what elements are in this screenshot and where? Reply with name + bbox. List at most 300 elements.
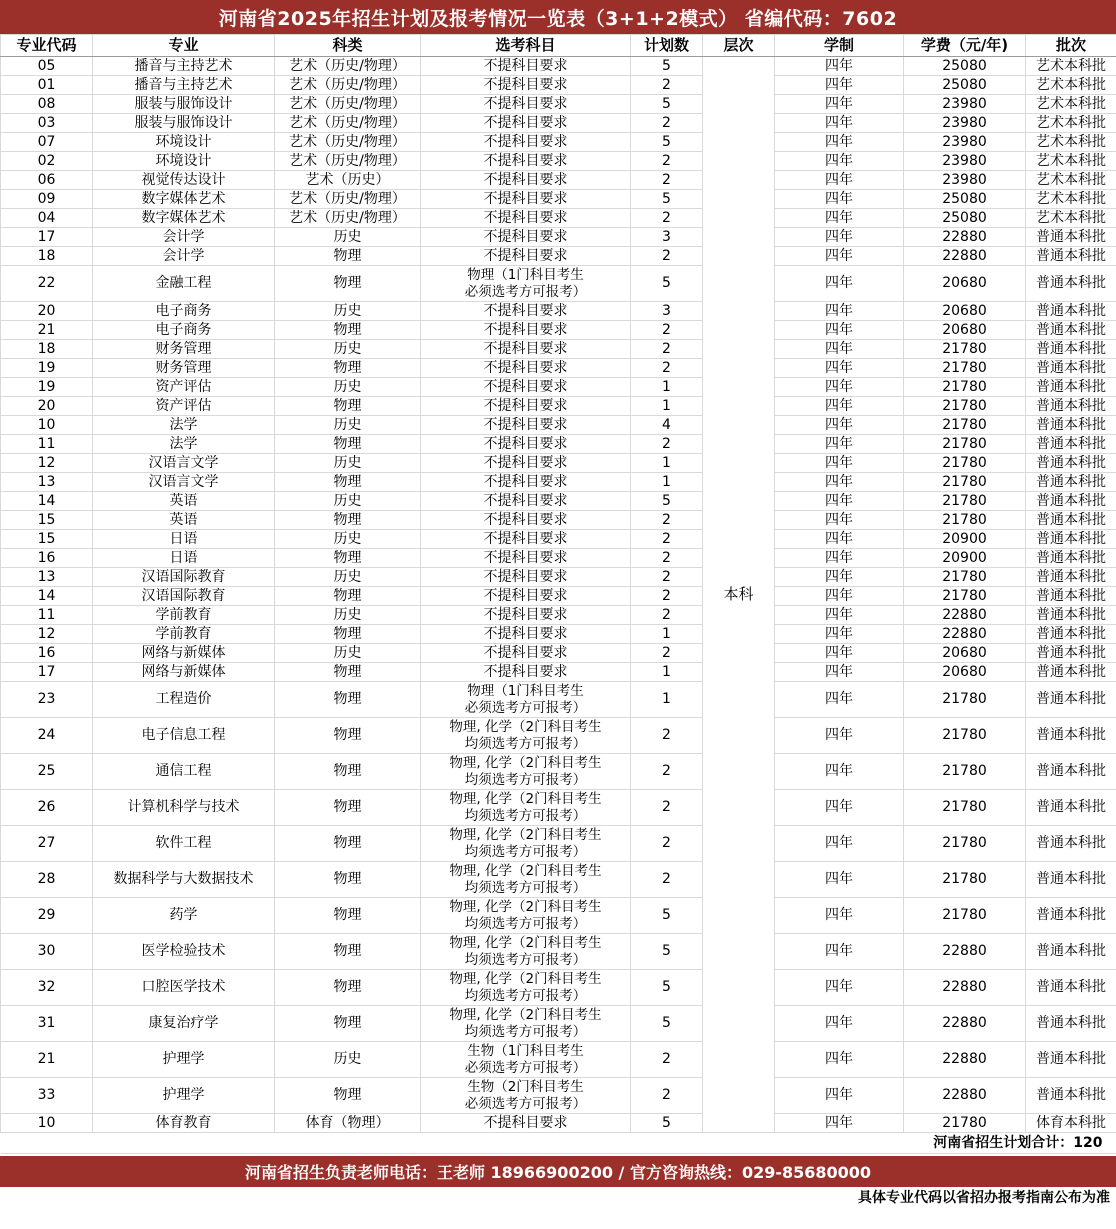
batch-cell: 普通本科批 <box>1026 790 1116 826</box>
major-name-cell: 汉语国际教育 <box>93 568 275 587</box>
batch-cell: 普通本科批 <box>1026 454 1116 473</box>
category-cell: 历史 <box>275 454 421 473</box>
tuition-cell: 20900 <box>904 530 1026 549</box>
duration-cell: 四年 <box>775 530 904 549</box>
batch-cell: 普通本科批 <box>1026 228 1116 247</box>
tuition-cell: 21780 <box>904 826 1026 862</box>
category-cell: 物理 <box>275 587 421 606</box>
major-name-cell: 口腔医学技术 <box>93 970 275 1006</box>
tuition-cell: 21780 <box>904 790 1026 826</box>
category-cell: 物理 <box>275 1078 421 1114</box>
category-cell: 物理 <box>275 397 421 416</box>
duration-cell: 四年 <box>775 790 904 826</box>
plan-count-cell: 2 <box>631 1042 703 1078</box>
batch-cell: 普通本科批 <box>1026 511 1116 530</box>
major-name-cell: 金融工程 <box>93 266 275 302</box>
batch-cell: 普通本科批 <box>1026 266 1116 302</box>
category-cell: 历史 <box>275 492 421 511</box>
total-row <box>1 1133 1116 1154</box>
major-code-cell: 17 <box>1 663 93 682</box>
tuition-cell: 22880 <box>904 228 1026 247</box>
footnote: 具体专业代码以省招办报考指南公布为准 <box>858 1190 1110 1206</box>
batch-cell: 体育本科批 <box>1026 1114 1116 1133</box>
tuition-cell: 22880 <box>904 606 1026 625</box>
batch-cell: 普通本科批 <box>1026 934 1116 970</box>
category-cell: 艺术（历史/物理） <box>275 190 421 209</box>
plan-count-cell: 2 <box>631 754 703 790</box>
major-code-cell: 19 <box>1 378 93 397</box>
required-subjects-cell: 不提科目要求 <box>421 568 631 587</box>
batch-cell: 普通本科批 <box>1026 663 1116 682</box>
header-batch: 批次 <box>1026 35 1116 57</box>
category-cell: 历史 <box>275 378 421 397</box>
plan-count-cell: 2 <box>631 340 703 359</box>
tuition-cell: 23980 <box>904 152 1026 171</box>
plan-count-cell: 5 <box>631 1114 703 1133</box>
major-code-cell: 18 <box>1 247 93 266</box>
batch-cell: 普通本科批 <box>1026 898 1116 934</box>
major-code-cell: 11 <box>1 606 93 625</box>
duration-cell: 四年 <box>775 492 904 511</box>
major-name-cell: 康复治疗学 <box>93 1006 275 1042</box>
major-code-cell: 20 <box>1 397 93 416</box>
tuition-cell: 20680 <box>904 644 1026 663</box>
category-cell: 艺术（历史/物理） <box>275 57 421 76</box>
required-subjects-cell: 不提科目要求 <box>421 644 631 663</box>
major-name-cell: 护理学 <box>93 1042 275 1078</box>
table-row <box>1 606 1116 625</box>
plan-count-cell: 2 <box>631 644 703 663</box>
required-subjects-cell: 物理, 化学（2门科目考生 均须选考方可报考） <box>421 718 631 754</box>
table-row <box>1 826 1116 862</box>
category-cell: 艺术（历史/物理） <box>275 209 421 228</box>
major-code-cell: 32 <box>1 970 93 1006</box>
category-cell: 历史 <box>275 606 421 625</box>
duration-cell: 四年 <box>775 625 904 644</box>
table-row <box>1 171 1116 190</box>
major-name-cell: 学前教育 <box>93 606 275 625</box>
batch-cell: 艺术本科批 <box>1026 171 1116 190</box>
duration-cell: 四年 <box>775 568 904 587</box>
duration-cell: 四年 <box>775 473 904 492</box>
duration-cell: 四年 <box>775 454 904 473</box>
batch-cell: 艺术本科批 <box>1026 152 1116 171</box>
major-name-cell: 医学检验技术 <box>93 934 275 970</box>
major-name-cell: 汉语国际教育 <box>93 587 275 606</box>
plan-count-cell: 5 <box>631 492 703 511</box>
required-subjects-cell: 生物（1门科目考生 必须选考方可报考） <box>421 1042 631 1078</box>
batch-cell: 普通本科批 <box>1026 321 1116 340</box>
plan-count-cell: 1 <box>631 625 703 644</box>
required-subjects-cell: 不提科目要求 <box>421 302 631 321</box>
table-row <box>1 530 1116 549</box>
batch-cell: 艺术本科批 <box>1026 114 1116 133</box>
major-code-cell: 28 <box>1 862 93 898</box>
duration-cell: 四年 <box>775 57 904 76</box>
major-code-cell: 10 <box>1 416 93 435</box>
major-name-cell: 英语 <box>93 511 275 530</box>
required-subjects-cell: 不提科目要求 <box>421 416 631 435</box>
duration-cell: 四年 <box>775 1114 904 1133</box>
tuition-cell: 21780 <box>904 416 1026 435</box>
category-cell: 物理 <box>275 826 421 862</box>
major-code-cell: 07 <box>1 133 93 152</box>
major-code-cell: 30 <box>1 934 93 970</box>
category-cell: 物理 <box>275 718 421 754</box>
tuition-cell: 23980 <box>904 114 1026 133</box>
major-code-cell: 03 <box>1 114 93 133</box>
required-subjects-cell: 不提科目要求 <box>421 511 631 530</box>
header-category: 科类 <box>275 35 421 57</box>
plan-count-cell: 2 <box>631 606 703 625</box>
category-cell: 艺术（历史/物理） <box>275 95 421 114</box>
major-name-cell: 网络与新媒体 <box>93 663 275 682</box>
required-subjects-cell: 不提科目要求 <box>421 228 631 247</box>
duration-cell: 四年 <box>775 359 904 378</box>
major-name-cell: 服装与服饰设计 <box>93 114 275 133</box>
table-row <box>1 625 1116 644</box>
major-code-cell: 16 <box>1 644 93 663</box>
required-subjects-cell: 物理, 化学（2门科目考生 均须选考方可报考） <box>421 898 631 934</box>
tuition-cell: 21780 <box>904 473 1026 492</box>
category-cell: 物理 <box>275 247 421 266</box>
plan-count-cell: 2 <box>631 1078 703 1114</box>
category-cell: 物理 <box>275 359 421 378</box>
major-name-cell: 体育教育 <box>93 1114 275 1133</box>
tuition-cell: 22880 <box>904 970 1026 1006</box>
tuition-cell: 21780 <box>904 587 1026 606</box>
tuition-cell: 25080 <box>904 209 1026 228</box>
table-row <box>1 898 1116 934</box>
required-subjects-cell: 不提科目要求 <box>421 625 631 644</box>
required-subjects-cell: 不提科目要求 <box>421 663 631 682</box>
major-name-cell: 电子商务 <box>93 302 275 321</box>
duration-cell: 四年 <box>775 549 904 568</box>
duration-cell: 四年 <box>775 511 904 530</box>
batch-cell: 普通本科批 <box>1026 302 1116 321</box>
tuition-cell: 25080 <box>904 190 1026 209</box>
major-code-cell: 15 <box>1 511 93 530</box>
required-subjects-cell: 物理, 化学（2门科目考生 均须选考方可报考） <box>421 862 631 898</box>
tuition-cell: 22880 <box>904 1042 1026 1078</box>
duration-cell: 四年 <box>775 587 904 606</box>
table-row <box>1 435 1116 454</box>
category-cell: 历史 <box>275 340 421 359</box>
batch-cell: 普通本科批 <box>1026 359 1116 378</box>
plan-count-cell: 1 <box>631 454 703 473</box>
major-code-cell: 21 <box>1 321 93 340</box>
duration-cell: 四年 <box>775 302 904 321</box>
header-level: 层次 <box>703 35 775 57</box>
major-name-cell: 护理学 <box>93 1078 275 1114</box>
table-row <box>1 754 1116 790</box>
plan-count-cell: 5 <box>631 190 703 209</box>
category-cell: 物理 <box>275 970 421 1006</box>
category-cell: 历史 <box>275 1042 421 1078</box>
required-subjects-cell: 物理（1门科目考生 必须选考方可报考） <box>421 682 631 718</box>
plan-count-cell: 2 <box>631 435 703 454</box>
plan-count-cell: 4 <box>631 416 703 435</box>
table-row <box>1 209 1116 228</box>
category-cell: 历史 <box>275 302 421 321</box>
table-row <box>1 247 1116 266</box>
major-code-cell: 27 <box>1 826 93 862</box>
required-subjects-cell: 不提科目要求 <box>421 114 631 133</box>
major-name-cell: 视觉传达设计 <box>93 171 275 190</box>
plan-count-cell: 2 <box>631 862 703 898</box>
batch-cell: 艺术本科批 <box>1026 209 1116 228</box>
major-code-cell: 23 <box>1 682 93 718</box>
category-cell: 物理 <box>275 934 421 970</box>
major-name-cell: 学前教育 <box>93 625 275 644</box>
major-code-cell: 02 <box>1 152 93 171</box>
tuition-cell: 23980 <box>904 133 1026 152</box>
table-row <box>1 114 1116 133</box>
duration-cell: 四年 <box>775 754 904 790</box>
major-code-cell: 12 <box>1 454 93 473</box>
duration-cell: 四年 <box>775 209 904 228</box>
table-row <box>1 970 1116 1006</box>
required-subjects-cell: 不提科目要求 <box>421 76 631 95</box>
major-name-cell: 工程造价 <box>93 682 275 718</box>
major-code-cell: 05 <box>1 57 93 76</box>
duration-cell: 四年 <box>775 718 904 754</box>
required-subjects-cell: 不提科目要求 <box>421 57 631 76</box>
major-code-cell: 17 <box>1 228 93 247</box>
category-cell: 体育（物理） <box>275 1114 421 1133</box>
category-cell: 历史 <box>275 568 421 587</box>
category-cell: 物理 <box>275 682 421 718</box>
tuition-cell: 23980 <box>904 171 1026 190</box>
table-row <box>1 228 1116 247</box>
duration-cell: 四年 <box>775 171 904 190</box>
major-name-cell: 资产评估 <box>93 397 275 416</box>
tuition-cell: 21780 <box>904 718 1026 754</box>
major-name-cell: 服装与服饰设计 <box>93 95 275 114</box>
major-name-cell: 汉语言文学 <box>93 454 275 473</box>
plan-count-cell: 1 <box>631 663 703 682</box>
tuition-cell: 21780 <box>904 1114 1026 1133</box>
duration-cell: 四年 <box>775 95 904 114</box>
batch-cell: 普通本科批 <box>1026 970 1116 1006</box>
major-code-cell: 06 <box>1 171 93 190</box>
major-name-cell: 环境设计 <box>93 133 275 152</box>
plan-count-cell: 1 <box>631 397 703 416</box>
duration-cell: 四年 <box>775 826 904 862</box>
batch-cell: 普通本科批 <box>1026 435 1116 454</box>
tuition-cell: 21780 <box>904 682 1026 718</box>
table-row <box>1 682 1116 718</box>
plan-count-cell: 2 <box>631 152 703 171</box>
category-cell: 物理 <box>275 790 421 826</box>
required-subjects-cell: 物理, 化学（2门科目考生 均须选考方可报考） <box>421 1006 631 1042</box>
major-code-cell: 24 <box>1 718 93 754</box>
plan-count-cell: 1 <box>631 682 703 718</box>
table-row <box>1 454 1116 473</box>
batch-cell: 艺术本科批 <box>1026 95 1116 114</box>
batch-cell: 艺术本科批 <box>1026 133 1116 152</box>
major-code-cell: 16 <box>1 549 93 568</box>
batch-cell: 普通本科批 <box>1026 473 1116 492</box>
plan-count-cell: 5 <box>631 266 703 302</box>
major-code-cell: 01 <box>1 76 93 95</box>
major-name-cell: 通信工程 <box>93 754 275 790</box>
duration-cell: 四年 <box>775 970 904 1006</box>
category-cell: 艺术（历史/物理） <box>275 114 421 133</box>
required-subjects-cell: 不提科目要求 <box>421 492 631 511</box>
required-subjects-cell: 不提科目要求 <box>421 454 631 473</box>
required-subjects-cell: 不提科目要求 <box>421 378 631 397</box>
tuition-cell: 21780 <box>904 568 1026 587</box>
plan-count-cell: 2 <box>631 718 703 754</box>
tuition-cell: 25080 <box>904 57 1026 76</box>
duration-cell: 四年 <box>775 247 904 266</box>
required-subjects-cell: 不提科目要求 <box>421 587 631 606</box>
major-name-cell: 电子信息工程 <box>93 718 275 754</box>
major-name-cell: 数字媒体艺术 <box>93 209 275 228</box>
tuition-cell: 22880 <box>904 1078 1026 1114</box>
page-title: 河南省2025年招生计划及报考情况一览表（3+1+2模式） 省编代码：7602 <box>0 0 1116 34</box>
duration-cell: 四年 <box>775 321 904 340</box>
batch-cell: 普通本科批 <box>1026 247 1116 266</box>
plan-count-cell: 1 <box>631 473 703 492</box>
header-required-subjects: 选考科目 <box>421 35 631 57</box>
table-row <box>1 1042 1116 1078</box>
major-code-cell: 22 <box>1 266 93 302</box>
plan-count-cell: 5 <box>631 57 703 76</box>
table-row <box>1 340 1116 359</box>
required-subjects-cell: 不提科目要求 <box>421 321 631 340</box>
plan-count-cell: 5 <box>631 133 703 152</box>
batch-cell: 艺术本科批 <box>1026 190 1116 209</box>
major-code-cell: 21 <box>1 1042 93 1078</box>
required-subjects-cell: 不提科目要求 <box>421 190 631 209</box>
duration-cell: 四年 <box>775 416 904 435</box>
major-code-cell: 13 <box>1 473 93 492</box>
plan-count-cell: 1 <box>631 378 703 397</box>
duration-cell: 四年 <box>775 378 904 397</box>
table-row <box>1 397 1116 416</box>
major-code-cell: 31 <box>1 1006 93 1042</box>
required-subjects-cell: 物理, 化学（2门科目考生 均须选考方可报考） <box>421 826 631 862</box>
plan-count-cell: 2 <box>631 568 703 587</box>
tuition-cell: 20680 <box>904 302 1026 321</box>
batch-cell: 普通本科批 <box>1026 862 1116 898</box>
table-row <box>1 492 1116 511</box>
plan-count-cell: 2 <box>631 790 703 826</box>
table-row <box>1 587 1116 606</box>
major-code-cell: 12 <box>1 625 93 644</box>
batch-cell: 普通本科批 <box>1026 549 1116 568</box>
category-cell: 艺术（历史） <box>275 171 421 190</box>
major-code-cell: 18 <box>1 340 93 359</box>
tuition-cell: 22880 <box>904 1006 1026 1042</box>
plan-count-cell: 5 <box>631 95 703 114</box>
batch-cell: 普通本科批 <box>1026 587 1116 606</box>
plan-count-cell: 5 <box>631 1006 703 1042</box>
required-subjects-cell: 不提科目要求 <box>421 171 631 190</box>
category-cell: 物理 <box>275 754 421 790</box>
table-row <box>1 1078 1116 1114</box>
major-name-cell: 数据科学与大数据技术 <box>93 862 275 898</box>
batch-cell: 普通本科批 <box>1026 606 1116 625</box>
table-row <box>1 644 1116 663</box>
plan-count-cell: 2 <box>631 321 703 340</box>
batch-cell: 普通本科批 <box>1026 530 1116 549</box>
required-subjects-cell: 不提科目要求 <box>421 340 631 359</box>
category-cell: 历史 <box>275 228 421 247</box>
required-subjects-cell: 不提科目要求 <box>421 1114 631 1133</box>
duration-cell: 四年 <box>775 190 904 209</box>
table-row <box>1 57 1116 76</box>
duration-cell: 四年 <box>775 862 904 898</box>
duration-cell: 四年 <box>775 682 904 718</box>
major-name-cell: 计算机科学与技术 <box>93 790 275 826</box>
tuition-cell: 21780 <box>904 397 1026 416</box>
required-subjects-cell: 不提科目要求 <box>421 473 631 492</box>
required-subjects-cell: 物理, 化学（2门科目考生 均须选考方可报考） <box>421 970 631 1006</box>
category-cell: 物理 <box>275 511 421 530</box>
required-subjects-cell: 不提科目要求 <box>421 95 631 114</box>
major-code-cell: 14 <box>1 492 93 511</box>
required-subjects-cell: 不提科目要求 <box>421 152 631 171</box>
category-cell: 物理 <box>275 435 421 454</box>
batch-cell: 普通本科批 <box>1026 682 1116 718</box>
tuition-cell: 21780 <box>904 898 1026 934</box>
tuition-cell: 21780 <box>904 862 1026 898</box>
batch-cell: 普通本科批 <box>1026 1078 1116 1114</box>
plan-count-cell: 2 <box>631 209 703 228</box>
table-row <box>1 359 1116 378</box>
major-name-cell: 数字媒体艺术 <box>93 190 275 209</box>
category-cell: 物理 <box>275 266 421 302</box>
required-subjects-cell: 不提科目要求 <box>421 435 631 454</box>
batch-cell: 普通本科批 <box>1026 625 1116 644</box>
header-duration: 学制 <box>775 35 904 57</box>
table-row <box>1 718 1116 754</box>
plan-count-cell: 5 <box>631 970 703 1006</box>
duration-cell: 四年 <box>775 76 904 95</box>
batch-cell: 普通本科批 <box>1026 568 1116 587</box>
duration-cell: 四年 <box>775 435 904 454</box>
required-subjects-cell: 物理, 化学（2门科目考生 均须选考方可报考） <box>421 934 631 970</box>
major-name-cell: 药学 <box>93 898 275 934</box>
tuition-cell: 20680 <box>904 321 1026 340</box>
category-cell: 历史 <box>275 530 421 549</box>
table-row <box>1 862 1116 898</box>
major-name-cell: 软件工程 <box>93 826 275 862</box>
major-code-cell: 10 <box>1 1114 93 1133</box>
batch-cell: 普通本科批 <box>1026 340 1116 359</box>
total-plan: 河南省招生计划合计：120 <box>1 1133 1116 1154</box>
tuition-cell: 21780 <box>904 340 1026 359</box>
batch-cell: 普通本科批 <box>1026 378 1116 397</box>
batch-cell: 普通本科批 <box>1026 754 1116 790</box>
tuition-cell: 22880 <box>904 625 1026 644</box>
table-row <box>1 95 1116 114</box>
batch-cell: 艺术本科批 <box>1026 76 1116 95</box>
major-name-cell: 播音与主持艺术 <box>93 57 275 76</box>
duration-cell: 四年 <box>775 114 904 133</box>
table-row <box>1 1114 1116 1133</box>
duration-cell: 四年 <box>775 1006 904 1042</box>
table-row <box>1 416 1116 435</box>
category-cell: 物理 <box>275 625 421 644</box>
major-code-cell: 29 <box>1 898 93 934</box>
table-row <box>1 152 1116 171</box>
major-code-cell: 08 <box>1 95 93 114</box>
header-code: 专业代码 <box>1 35 93 57</box>
